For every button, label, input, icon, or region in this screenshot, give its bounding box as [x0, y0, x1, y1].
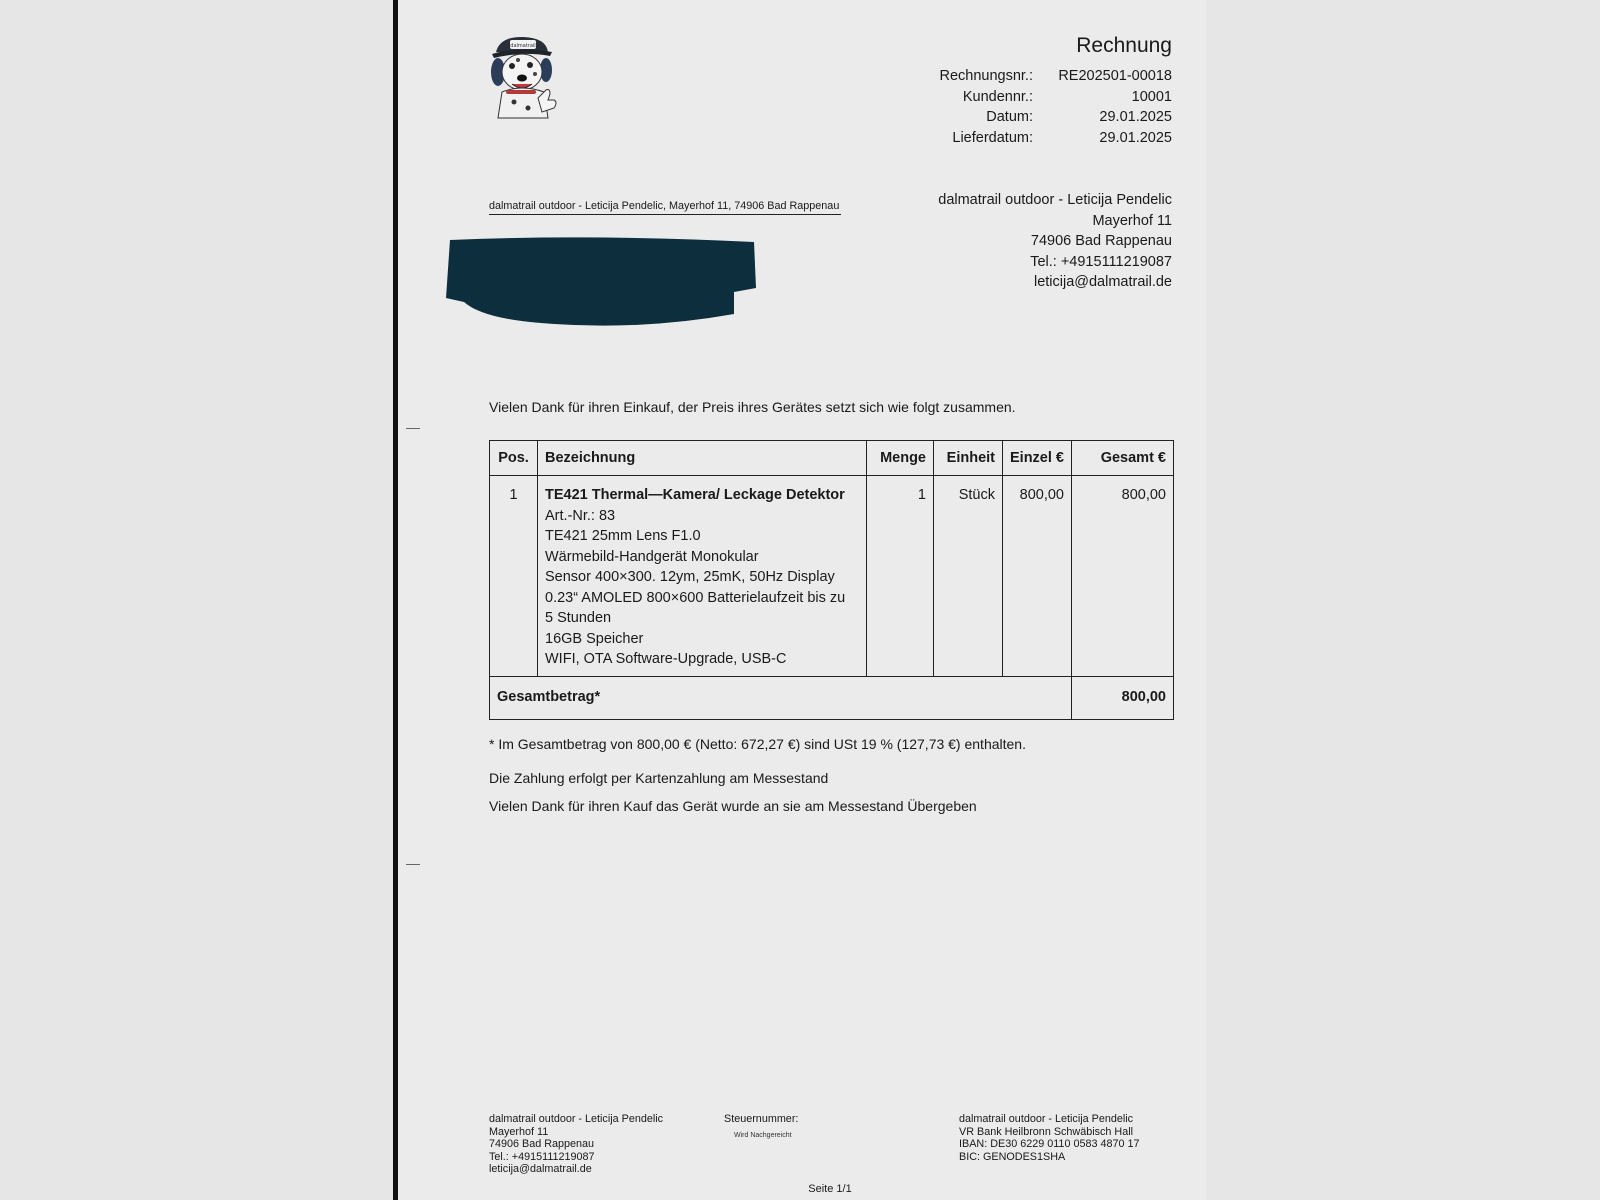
item-unit: Stück	[934, 476, 1003, 677]
thanks-note: Vielen Dank für ihren Kauf das Gerät wurde an sie am Messestand Übergeben	[489, 798, 977, 814]
invoice-title: Rechnung	[1076, 34, 1172, 57]
table-row	[490, 476, 1174, 677]
meta-date	[900, 107, 1172, 128]
dalmatian-dog-mascot-icon	[488, 34, 560, 120]
footer-line: Mayerhof 11	[489, 1125, 549, 1138]
column-header-total: Gesamt €	[1072, 441, 1174, 476]
fold-mark	[406, 864, 420, 865]
item-detail-line: Art.-Nr.: 83	[545, 507, 616, 524]
invoice-meta	[900, 66, 1172, 149]
footer-line: IBAN: DE30 6229 0110 0583 4870 17	[959, 1138, 1140, 1150]
sender-city: 74906 Bad Rappenau	[1030, 233, 1172, 250]
footer-line: BIC: GENODES1SHA	[959, 1150, 1066, 1163]
item-detail-line: 0.23“ AMOLED 800×600 Batterielaufzeit bis zu	[545, 589, 846, 606]
footer-address	[489, 1113, 663, 1176]
intro-text: Vielen Dank für ihren Einkauf, der Preis ihres Gerätes setzt sich wie folgt zusammen.	[489, 399, 1016, 415]
footer-line: 74906 Bad Rappenau	[489, 1138, 595, 1150]
meta-label: Lieferdatum:	[952, 130, 1033, 147]
meta-label: Rechnungsnr.:	[939, 68, 1033, 84]
table-total-row	[490, 676, 1174, 719]
sender-name: dalmatrail outdoor - Leticija Pendelic	[938, 192, 1172, 208]
item-pos: 1	[490, 476, 538, 677]
page-number: Seite 1/1	[808, 1183, 852, 1195]
column-header-unit: Einheit	[934, 441, 1003, 476]
footer-bank	[959, 1113, 1140, 1163]
item-description	[538, 476, 867, 677]
column-header-unit-price: Einzel €	[1003, 441, 1072, 476]
fold-mark	[406, 428, 420, 429]
meta-customer-number	[900, 87, 1172, 108]
meta-value: 10001	[1131, 88, 1172, 105]
payment-note: Die Zahlung erfolgt per Kartenzahlung am Messestand	[489, 770, 829, 786]
meta-label: Datum:	[986, 109, 1033, 126]
invoice-items-table	[489, 440, 1174, 720]
footer-line: leticija@dalmatrail.de	[489, 1163, 592, 1175]
meta-label: Kundennr.:	[962, 88, 1033, 105]
item-total: 800,00	[1072, 476, 1174, 677]
footer-tax-label: Steuernummer:	[724, 1113, 799, 1125]
meta-delivery-date	[900, 128, 1172, 149]
item-detail-line: Wärmebild-Handgerät Monokular	[545, 548, 759, 565]
sender-phone: Tel.: +4915111219087	[1030, 253, 1172, 270]
column-header-quantity: Menge	[867, 441, 934, 476]
footer-tax-value: Wird Nachgereicht	[734, 1132, 792, 1139]
vat-note: * Im Gesamtbetrag von 800,00 € (Netto: 672,27 €) sind USt 19 % (127,73 €) enthalten.	[489, 736, 1026, 752]
meta-value: 29.01.2025	[1099, 109, 1172, 126]
meta-value: RE202501-00018	[1058, 68, 1172, 84]
meta-value: 29.01.2025	[1099, 130, 1172, 147]
item-quantity: 1	[867, 476, 934, 677]
sender-email: leticija@dalmatrail.de	[1033, 274, 1172, 291]
sender-street: Mayerhof 11	[1092, 212, 1172, 229]
footer-line: Tel.: +4915111219087	[489, 1150, 595, 1163]
item-title: TE421 Thermal—Kamera/ Leckage Detektor	[545, 487, 845, 503]
recipient-address-redaction	[444, 236, 764, 332]
footer-line: VR Bank Heilbronn Schwäbisch Hall	[959, 1125, 1134, 1138]
footer-line: dalmatrail outdoor - Leticija Pendelic	[959, 1113, 1134, 1125]
table-header-row	[490, 441, 1174, 476]
item-detail-line: 5 Stunden	[545, 610, 612, 626]
item-detail-line: Sensor 400×300. 12ym, 25mK, 50Hz Display	[545, 569, 835, 585]
footer-line: dalmatrail outdoor - Leticija Pendelic	[489, 1113, 664, 1125]
sender-return-address: dalmatrail outdoor - Leticija Pendelic, Mayerhof 11, 74906 Bad Rappenau	[489, 200, 841, 215]
total-label: Gesamtbetrag*	[490, 676, 1072, 719]
logo-cap-text: dalmatrail	[510, 43, 536, 49]
item-detail-line: WIFI, OTA Software-Upgrade, USB-C	[545, 651, 787, 667]
total-value: 800,00	[1072, 676, 1174, 719]
meta-invoice-number	[900, 66, 1172, 87]
item-unit-price: 800,00	[1003, 476, 1072, 677]
column-header-description: Bezeichnung	[538, 441, 867, 476]
sender-address-block	[880, 190, 1172, 293]
item-detail-line: 16GB Speicher	[545, 630, 644, 647]
item-detail-line: TE421 25mm Lens F1.0	[545, 528, 701, 544]
column-header-pos: Pos.	[490, 441, 538, 476]
